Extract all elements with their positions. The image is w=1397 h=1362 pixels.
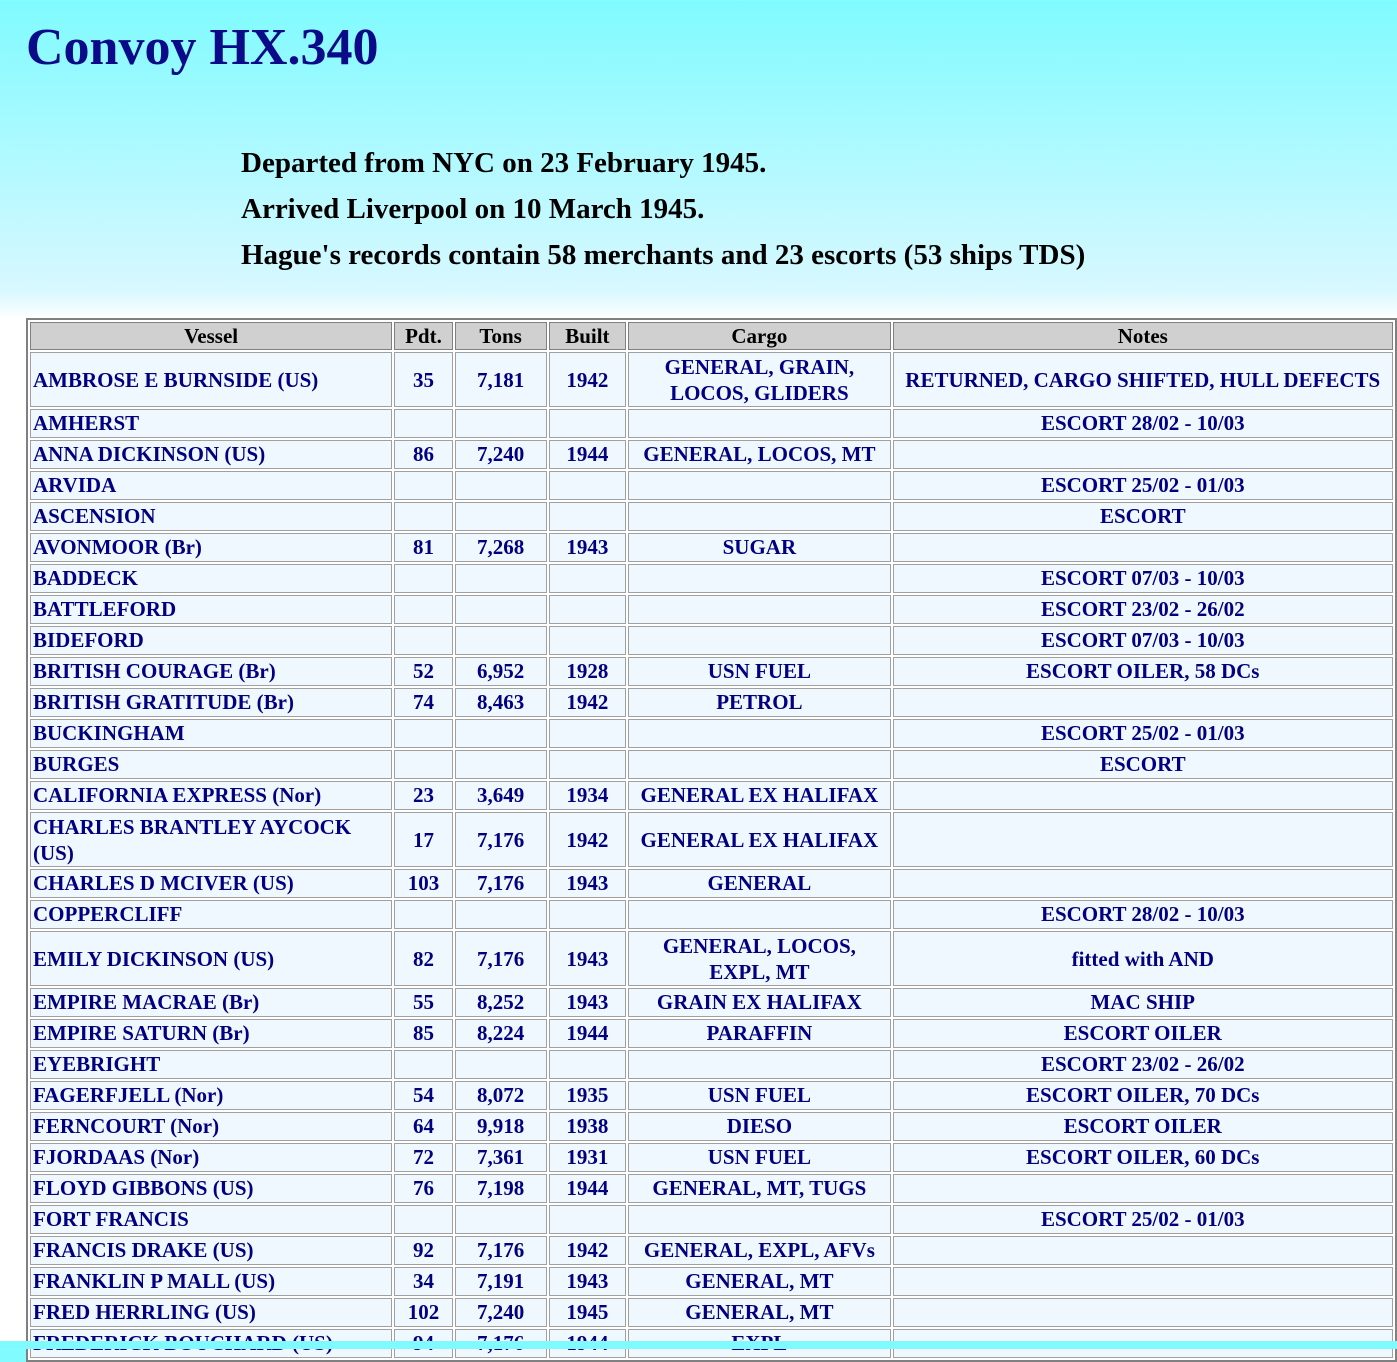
cell-tons: 7,361 <box>455 1143 547 1172</box>
table-row <box>30 988 1393 1017</box>
cell-vessel: BRITISH GRATITUDE (Br) <box>30 688 392 717</box>
cell-notes <box>893 1267 1393 1296</box>
table-row <box>30 1236 1393 1265</box>
table-row <box>30 688 1393 717</box>
cell-pdt <box>394 502 453 531</box>
cell-built: 1944 <box>549 440 627 469</box>
cell-cargo: GENERAL, LOCOS, MT <box>628 440 890 469</box>
cell-cargo: PARAFFIN <box>628 1019 890 1048</box>
cell-pdt <box>394 900 453 929</box>
cell-vessel: EMPIRE SATURN (Br) <box>30 1019 392 1048</box>
cell-built: 1945 <box>549 1298 627 1327</box>
cell-vessel: FERNCOURT (Nor) <box>30 1112 392 1141</box>
table-row <box>30 502 1393 531</box>
cell-vessel: ANNA DICKINSON (US) <box>30 440 392 469</box>
bottom-band <box>0 1341 1397 1349</box>
cell-pdt <box>394 564 453 593</box>
cell-pdt: 17 <box>394 812 453 867</box>
cell-vessel: CHARLES BRANTLEY AYCOCK (US) <box>30 812 392 867</box>
cell-built: 1943 <box>549 1267 627 1296</box>
cell-built <box>549 471 627 500</box>
cell-tons <box>455 471 547 500</box>
cell-vessel: FORT FRANCIS <box>30 1205 392 1234</box>
cell-pdt <box>394 409 453 438</box>
cell-tons <box>455 626 547 655</box>
convoy-table <box>26 318 1397 1362</box>
cell-cargo <box>628 626 890 655</box>
cell-notes: ESCORT 23/02 - 26/02 <box>893 1050 1393 1079</box>
table-header-row <box>30 322 1393 350</box>
cell-pdt: 23 <box>394 781 453 810</box>
header-built: Built <box>549 322 627 350</box>
cell-cargo: GENERAL, MT <box>628 1267 890 1296</box>
cell-vessel: FRED HERRLING (US) <box>30 1298 392 1327</box>
cell-cargo <box>628 595 890 624</box>
table-row <box>30 409 1393 438</box>
table-row <box>30 900 1393 929</box>
cell-cargo <box>628 719 890 748</box>
cell-vessel: AMHERST <box>30 409 392 438</box>
table-row <box>30 657 1393 686</box>
cell-tons: 7,176 <box>455 1236 547 1265</box>
cell-vessel: BRITISH COURAGE (Br) <box>30 657 392 686</box>
cell-cargo: GENERAL EX HALIFAX <box>628 812 890 867</box>
cell-cargo: SUGAR <box>628 533 890 562</box>
cell-notes: ESCORT <box>893 502 1393 531</box>
cell-cargo: GENERAL, LOCOS, EXPL, MT <box>628 931 890 986</box>
cell-tons: 8,252 <box>455 988 547 1017</box>
cell-cargo <box>628 564 890 593</box>
cell-vessel: BURGES <box>30 750 392 779</box>
cell-vessel: BATTLEFORD <box>30 595 392 624</box>
cell-vessel: AMBROSE E BURNSIDE (US) <box>30 352 392 407</box>
cell-built <box>549 626 627 655</box>
cell-vessel: EMPIRE MACRAE (Br) <box>30 988 392 1017</box>
cell-notes: ESCORT 07/03 - 10/03 <box>893 626 1393 655</box>
cell-tons: 8,072 <box>455 1081 547 1110</box>
cell-cargo: GENERAL EX HALIFAX <box>628 781 890 810</box>
cell-cargo <box>628 1050 890 1079</box>
cell-vessel: FRANCIS DRAKE (US) <box>30 1236 392 1265</box>
records-line: Hague's records contain 58 merchants and 23 escorts (53 ships TDS) <box>241 239 1086 271</box>
header-cargo: Cargo <box>628 322 890 350</box>
cell-tons <box>455 1205 547 1234</box>
arrival-line: Arrived Liverpool on 10 March 1945. <box>241 193 705 225</box>
cell-built: 1935 <box>549 1081 627 1110</box>
cell-vessel: COPPERCLIFF <box>30 900 392 929</box>
cell-cargo: GENERAL, GRAIN, LOCOS, GLIDERS <box>628 352 890 407</box>
table-row <box>30 626 1393 655</box>
cell-tons: 7,191 <box>455 1267 547 1296</box>
cell-vessel: BIDEFORD <box>30 626 392 655</box>
cell-cargo <box>628 1205 890 1234</box>
cell-pdt: 55 <box>394 988 453 1017</box>
cell-tons: 7,176 <box>455 812 547 867</box>
cell-vessel: FLOYD GIBBONS (US) <box>30 1174 392 1203</box>
cell-built: 1942 <box>549 352 627 407</box>
cell-vessel: CHARLES D MCIVER (US) <box>30 869 392 898</box>
header-notes: Notes <box>893 322 1393 350</box>
header-pdt: Pdt. <box>394 322 453 350</box>
table-row <box>30 1019 1393 1048</box>
cell-built: 1943 <box>549 533 627 562</box>
cell-pdt <box>394 471 453 500</box>
table-row <box>30 1081 1393 1110</box>
cell-built: 1942 <box>549 1236 627 1265</box>
table-row <box>30 869 1393 898</box>
cell-built: 1942 <box>549 688 627 717</box>
header-vessel: Vessel <box>30 322 392 350</box>
cell-notes: ESCORT OILER <box>893 1019 1393 1048</box>
cell-cargo <box>628 471 890 500</box>
cell-built: 1943 <box>549 988 627 1017</box>
cell-notes: ESCORT 23/02 - 26/02 <box>893 595 1393 624</box>
cell-built <box>549 900 627 929</box>
cell-built <box>549 719 627 748</box>
cell-notes: ESCORT OILER, 60 DCs <box>893 1143 1393 1172</box>
cell-notes <box>893 1236 1393 1265</box>
convoy-info <box>241 140 1085 278</box>
cell-pdt: 85 <box>394 1019 453 1048</box>
cell-built: 1943 <box>549 931 627 986</box>
table-row <box>30 1267 1393 1296</box>
cell-built: 1942 <box>549 812 627 867</box>
cell-pdt: 82 <box>394 931 453 986</box>
cell-notes <box>893 781 1393 810</box>
cell-built <box>549 1205 627 1234</box>
cell-built: 1944 <box>549 1019 627 1048</box>
cell-cargo: USN FUEL <box>628 1143 890 1172</box>
table-row <box>30 750 1393 779</box>
cell-cargo: GENERAL, MT, TUGS <box>628 1174 890 1203</box>
cell-notes: RETURNED, CARGO SHIFTED, HULL DEFECTS <box>893 352 1393 407</box>
cell-built <box>549 409 627 438</box>
cell-vessel: BADDECK <box>30 564 392 593</box>
cell-built: 1928 <box>549 657 627 686</box>
cell-notes: ESCORT 28/02 - 10/03 <box>893 409 1393 438</box>
cell-pdt: 86 <box>394 440 453 469</box>
cell-notes <box>893 1298 1393 1327</box>
cell-notes <box>893 688 1393 717</box>
cell-built: 1943 <box>549 869 627 898</box>
cell-tons: 8,463 <box>455 688 547 717</box>
cell-pdt: 74 <box>394 688 453 717</box>
table-row <box>30 1298 1393 1327</box>
cell-notes: fitted with AND <box>893 931 1393 986</box>
cell-vessel: ASCENSION <box>30 502 392 531</box>
cell-vessel: EMILY DICKINSON (US) <box>30 931 392 986</box>
table-row <box>30 931 1393 986</box>
cell-cargo <box>628 900 890 929</box>
cell-pdt: 72 <box>394 1143 453 1172</box>
cell-vessel: BUCKINGHAM <box>30 719 392 748</box>
table-row <box>30 352 1393 407</box>
table-row <box>30 533 1393 562</box>
cell-cargo <box>628 409 890 438</box>
table-row <box>30 1143 1393 1172</box>
table-row <box>30 719 1393 748</box>
cell-tons: 7,268 <box>455 533 547 562</box>
cell-tons: 9,918 <box>455 1112 547 1141</box>
cell-cargo: USN FUEL <box>628 657 890 686</box>
cell-tons <box>455 1050 547 1079</box>
cell-notes: ESCORT 25/02 - 01/03 <box>893 719 1393 748</box>
cell-built: 1944 <box>549 1174 627 1203</box>
cell-pdt: 64 <box>394 1112 453 1141</box>
cell-tons: 6,952 <box>455 657 547 686</box>
table-row <box>30 595 1393 624</box>
cell-vessel: FAGERFJELL (Nor) <box>30 1081 392 1110</box>
cell-cargo: GENERAL, MT <box>628 1298 890 1327</box>
cell-tons: 8,224 <box>455 1019 547 1048</box>
cell-built: 1938 <box>549 1112 627 1141</box>
cell-built <box>549 564 627 593</box>
cell-pdt <box>394 750 453 779</box>
cell-notes: ESCORT 28/02 - 10/03 <box>893 900 1393 929</box>
cell-notes <box>893 869 1393 898</box>
cell-built <box>549 502 627 531</box>
cell-cargo: GENERAL, EXPL, AFVs <box>628 1236 890 1265</box>
cell-pdt: 34 <box>394 1267 453 1296</box>
cell-vessel: CALIFORNIA EXPRESS (Nor) <box>30 781 392 810</box>
cell-pdt: 103 <box>394 869 453 898</box>
cell-pdt <box>394 1050 453 1079</box>
cell-vessel: FJORDAAS (Nor) <box>30 1143 392 1172</box>
cell-pdt <box>394 595 453 624</box>
cell-tons: 7,176 <box>455 869 547 898</box>
cell-built <box>549 750 627 779</box>
table-row <box>30 781 1393 810</box>
table-row <box>30 812 1393 867</box>
cell-vessel: ARVIDA <box>30 471 392 500</box>
cell-tons <box>455 409 547 438</box>
cell-tons <box>455 502 547 531</box>
table-row <box>30 1174 1393 1203</box>
table-row <box>30 440 1393 469</box>
cell-pdt: 35 <box>394 352 453 407</box>
cell-pdt: 81 <box>394 533 453 562</box>
cell-cargo: GRAIN EX HALIFAX <box>628 988 890 1017</box>
header-tons: Tons <box>455 322 547 350</box>
cell-notes: ESCORT 25/02 - 01/03 <box>893 1205 1393 1234</box>
cell-cargo <box>628 750 890 779</box>
cell-notes <box>893 440 1393 469</box>
cell-tons <box>455 564 547 593</box>
cell-pdt: 52 <box>394 657 453 686</box>
cell-notes: ESCORT 07/03 - 10/03 <box>893 564 1393 593</box>
cell-vessel: AVONMOOR (Br) <box>30 533 392 562</box>
cell-pdt: 76 <box>394 1174 453 1203</box>
table-row <box>30 1112 1393 1141</box>
cell-tons: 7,240 <box>455 1298 547 1327</box>
cell-tons: 7,181 <box>455 352 547 407</box>
cell-pdt <box>394 626 453 655</box>
cell-built <box>549 595 627 624</box>
cell-tons: 7,240 <box>455 440 547 469</box>
cell-notes <box>893 1174 1393 1203</box>
cell-vessel: FRANKLIN P MALL (US) <box>30 1267 392 1296</box>
cell-pdt <box>394 1205 453 1234</box>
cell-cargo: USN FUEL <box>628 1081 890 1110</box>
cell-tons: 3,649 <box>455 781 547 810</box>
departure-line: Departed from NYC on 23 February 1945. <box>241 147 767 179</box>
cell-pdt: 54 <box>394 1081 453 1110</box>
cell-notes <box>893 533 1393 562</box>
cell-cargo: DIESO <box>628 1112 890 1141</box>
cell-tons: 7,198 <box>455 1174 547 1203</box>
cell-notes: ESCORT 25/02 - 01/03 <box>893 471 1393 500</box>
cell-tons: 7,176 <box>455 931 547 986</box>
cell-tons <box>455 595 547 624</box>
cell-notes <box>893 812 1393 867</box>
cell-tons <box>455 900 547 929</box>
cell-cargo: PETROL <box>628 688 890 717</box>
cell-tons <box>455 719 547 748</box>
table-row <box>30 471 1393 500</box>
cell-built: 1934 <box>549 781 627 810</box>
cell-notes: ESCORT OILER, 58 DCs <box>893 657 1393 686</box>
cell-cargo: GENERAL <box>628 869 890 898</box>
cell-pdt <box>394 719 453 748</box>
page-title: Convoy HX.340 <box>26 19 379 76</box>
table-row <box>30 1205 1393 1234</box>
cell-vessel: EYEBRIGHT <box>30 1050 392 1079</box>
cell-pdt: 102 <box>394 1298 453 1327</box>
cell-tons <box>455 750 547 779</box>
cell-pdt: 92 <box>394 1236 453 1265</box>
cell-notes: ESCORT OILER, 70 DCs <box>893 1081 1393 1110</box>
cell-notes: MAC SHIP <box>893 988 1393 1017</box>
table-row <box>30 564 1393 593</box>
cell-notes: ESCORT OILER <box>893 1112 1393 1141</box>
cell-cargo <box>628 502 890 531</box>
table-row <box>30 1050 1393 1079</box>
cell-built <box>549 1050 627 1079</box>
cell-notes: ESCORT <box>893 750 1393 779</box>
cell-built: 1931 <box>549 1143 627 1172</box>
